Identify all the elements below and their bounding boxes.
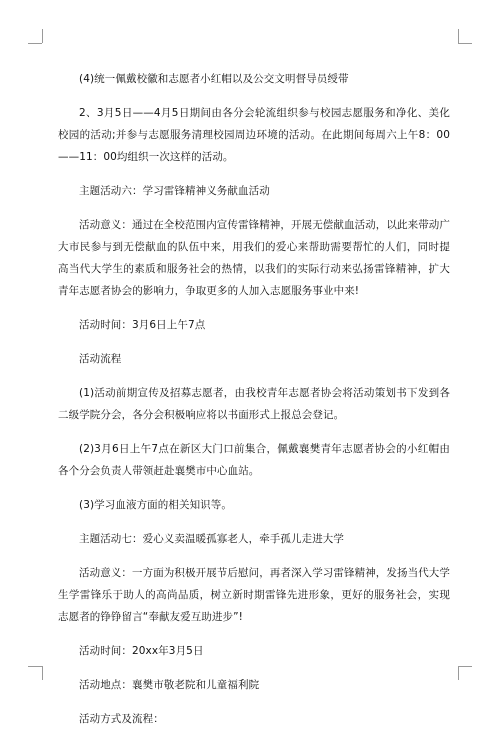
crop-mark-bottom-right-v — [458, 666, 459, 680]
paragraph-process-heading: 活动流程 — [79, 353, 122, 365]
paragraph-theme-7-time: 活动时间：20xx年3月5日 — [79, 645, 204, 657]
crop-mark-bottom-left-h — [28, 666, 42, 667]
paragraph-theme-6-significance: 活动意义：通过在全校范围内宣传雷锋精神，开展无偿献血活动，以此来带动广大市民参与到无偿献血的队伍中来，用我们的爱心来帮助需要帮忙的人们，同时提高当代大学生的素质和服务社会的热情，以我们的实际行动来弘扬雷锋精神，扩大青年志愿者协会的影响力，争取更多的人加入志愿服务事业中来! — [58, 219, 450, 297]
crop-mark-top-left-v — [42, 29, 43, 43]
paragraph-theme-7-method: 活动方式及流程： — [79, 713, 164, 725]
paragraph-item-4-attire: (4)统一佩戴校徽和志愿者小红帽以及公交文明督导员绶带 — [79, 73, 349, 85]
crop-mark-top-right-v — [458, 29, 459, 43]
paragraph-process-step-1: (1)活动前期宣传及招募志愿者，由我校青年志愿者协会将活动策划书下发到各二级学院分会，各分会积极响应将以书面形式上报总会登记。 — [58, 387, 450, 421]
document-body — [58, 68, 450, 742]
paragraph-theme-7-significance: 活动意义：一方面为积极开展节后慰问，再者深入学习雷锋精神，发扬当代大学生学雷锋乐于助人的高尚品质，树立新时期雷锋先进形象，更好的服务社会，实现志愿者的铮铮留言“奉献友爱互助进步”! — [58, 567, 450, 623]
paragraph-process-step-2: (2)3月6日上午7点在新区大门口前集合，佩戴襄樊青年志愿者协会的小红帽由各个分会负责人带领赶赴襄樊市中心血站。 — [58, 443, 450, 477]
paragraph-theme-7-location: 活动地点：襄樊市敬老院和儿童福利院 — [79, 679, 260, 691]
paragraph-process-step-3: (3)学习血液方面的相关知识等。 — [79, 499, 232, 511]
paragraph-theme-7-heading: 主题活动七：爱心义卖温暖孤寡老人，牵手孤儿走进大学 — [79, 533, 344, 545]
paragraph-campus-volunteer-period: 2、3月5日——4月5日期间由各分会轮流组织参与校园志愿服务和净化、美化校园的活动;并参与志愿服务清理校园周边环境的活动。在此期间每周六上午8：00——11：00均组织一次这样的活动。 — [58, 107, 450, 163]
crop-mark-top-left-h — [28, 43, 42, 44]
crop-mark-bottom-left-v — [42, 666, 43, 680]
paragraph-theme-6-time: 活动时间：3月6日上午7点 — [79, 319, 206, 331]
paragraph-theme-6-heading: 主题活动六：学习雷锋精神义务献血活动 — [79, 185, 270, 197]
crop-mark-top-right-h — [458, 43, 472, 44]
crop-mark-bottom-right-h — [458, 666, 472, 667]
